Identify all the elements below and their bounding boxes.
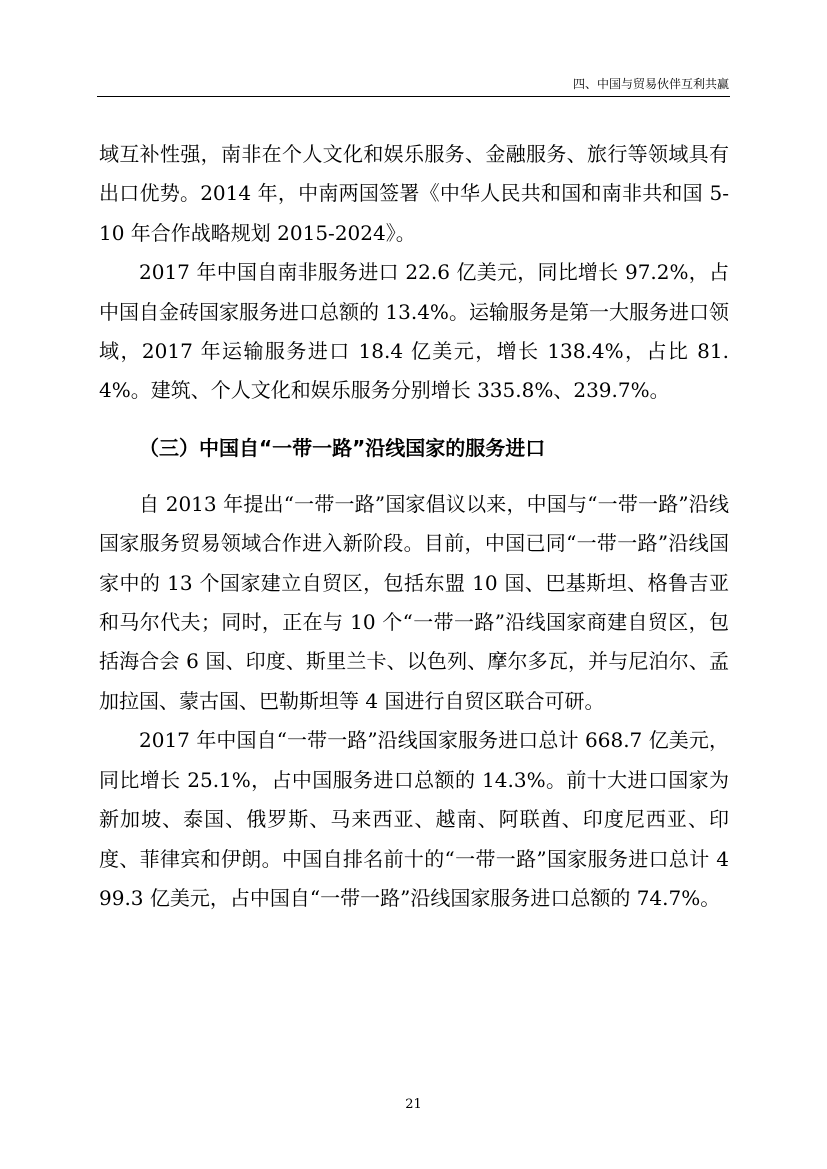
header-rule	[97, 96, 730, 97]
spacer	[99, 468, 729, 485]
paragraph-belt-road-cooperation: 自 2013 年提出“一带一路”国家倡议以来，中国与“一带一路”沿线国家服务贸易领域合作进入新阶段。目前，中国已同“一带一路”沿线国家中的 13 个国家建立自贸区，包括东盟 10 国、巴基斯坦、格鲁吉亚和马尔代夫；同时，正在与 10 个“一带一路”沿线国家商建自贸区，包括海合会 6 国、印度、斯里兰卡、以色列、摩尔多瓦，并与尼泊尔、孟加拉国、蒙古国、巴勒斯坦等 4 国进行自贸区联合可研。	[99, 491, 729, 713]
page-body	[99, 135, 729, 918]
paragraph-south-africa-complementarity: 域互补性强，南非在个人文化和娱乐服务、金融服务、旅行等领域具有出口优势。2014 年，中南两国签署《中华人民共和国和南非共和国 5-10 年合作战略规划 2015-2024》。	[99, 142, 729, 245]
page-number: 21	[405, 1097, 422, 1112]
paragraph-south-africa-imports: 2017 年中国自南非服务进口 22.6 亿美元，同比增长 97.2%，占中国自金砖国家服务进口总额的 13.4%。运输服务是第一大服务进口领域，2017 年运输服务进口 18.4 亿美元，增长 138.4%，占比 81.4%。建筑、个人文化和娱乐服务分别增长 335.8%、239.7%。	[99, 260, 729, 403]
spacer	[99, 411, 729, 429]
section-heading: （三）中国自“一带一路”沿线国家的服务进口	[139, 435, 546, 460]
paragraph-belt-road-imports: 2017 年中国自“一带一路”沿线国家服务进口总计 668.7 亿美元，同比增长 25.1%，占中国服务进口总额的 14.3%。前十大进口国家为新加坡、泰国、俄罗斯、马来西亚、越南、阿联酋、印度尼西亚、印度、菲律宾和伊朗。中国自排名前十的“一带一路”国家服务进口总计 499.3 亿美元，占中国自“一带一路”沿线国家服务进口总额的 74.7%。	[99, 728, 729, 910]
running-header-title: 四、中国与贸易伙伴互利共赢	[572, 77, 729, 91]
